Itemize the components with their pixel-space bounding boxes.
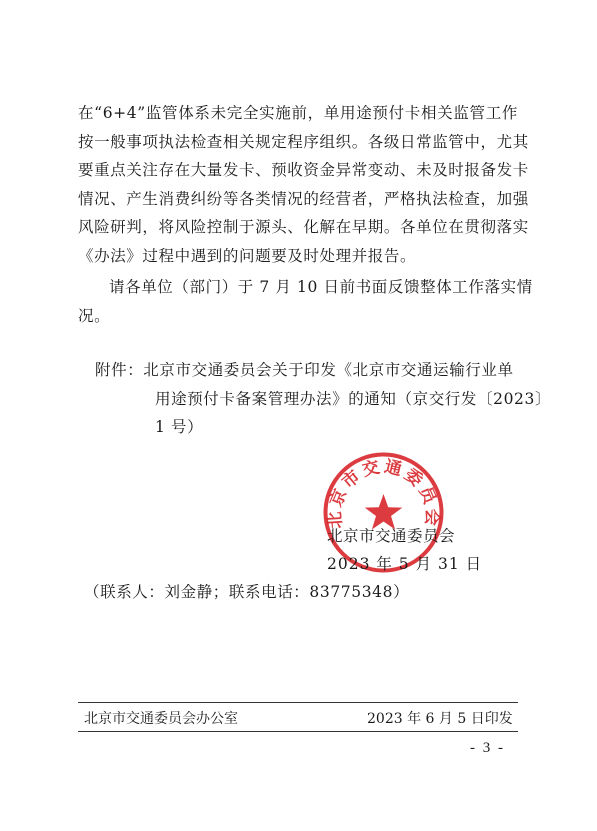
paragraph-line: 要重点关注存在大量发卡、预收资金异常变动、未及时报备发卡 xyxy=(78,161,529,179)
attachment-line: 用途预付卡备案管理办法》的通知（京交行发〔2023〕 xyxy=(155,389,552,408)
paragraph-line: 《办法》过程中遇到的问题要及时处理并报告。 xyxy=(78,246,417,265)
footer-print-date: 2023 年 6 月 5 日印发 xyxy=(367,711,513,727)
seal-text: 北京市交通委员会 xyxy=(324,456,443,530)
body-paragraph-1 xyxy=(78,99,529,270)
footer-issuing-office: 北京市交通委员会办公室 xyxy=(84,711,238,727)
contact-info: （联系人：刘金静；联系电话：83775348） xyxy=(84,583,410,601)
paragraph-line: 况。 xyxy=(78,306,111,325)
paragraph-line: 在“6+4”监管体系未完全实施前，单用途预付卡相关监管工作 xyxy=(78,104,518,122)
paragraph-line: 按一般事项执法检查相关规定程序组织。各级日常监管中，尤其 xyxy=(78,132,529,151)
attachment-line: 1 号） xyxy=(155,418,204,436)
paragraph-line: 情况、产生消费纠纷等各类情况的经营者，严格执法检查，加强 xyxy=(78,189,529,208)
paragraph-line: 请各单位（部门）于 7 月 10 日前书面反馈整体工作落实情 xyxy=(109,278,533,296)
footer-divider-top xyxy=(78,702,518,703)
footer-divider-bottom xyxy=(78,731,518,732)
page-number: - 3 - xyxy=(470,740,505,756)
paragraph-line: 风险研判，将风险控制于源头、化解在早期。各单位在贯彻落实 xyxy=(78,218,529,236)
signature-date: 2023 年 5 月 31 日 xyxy=(327,555,483,573)
body-paragraph-2 xyxy=(78,273,533,330)
attachment-note xyxy=(95,356,552,442)
signature-organization: 北京市交通委员会 xyxy=(327,527,456,545)
attachment-line: 附件：北京市交通委员会关于印发《北京市交通运输行业单 xyxy=(95,361,514,379)
